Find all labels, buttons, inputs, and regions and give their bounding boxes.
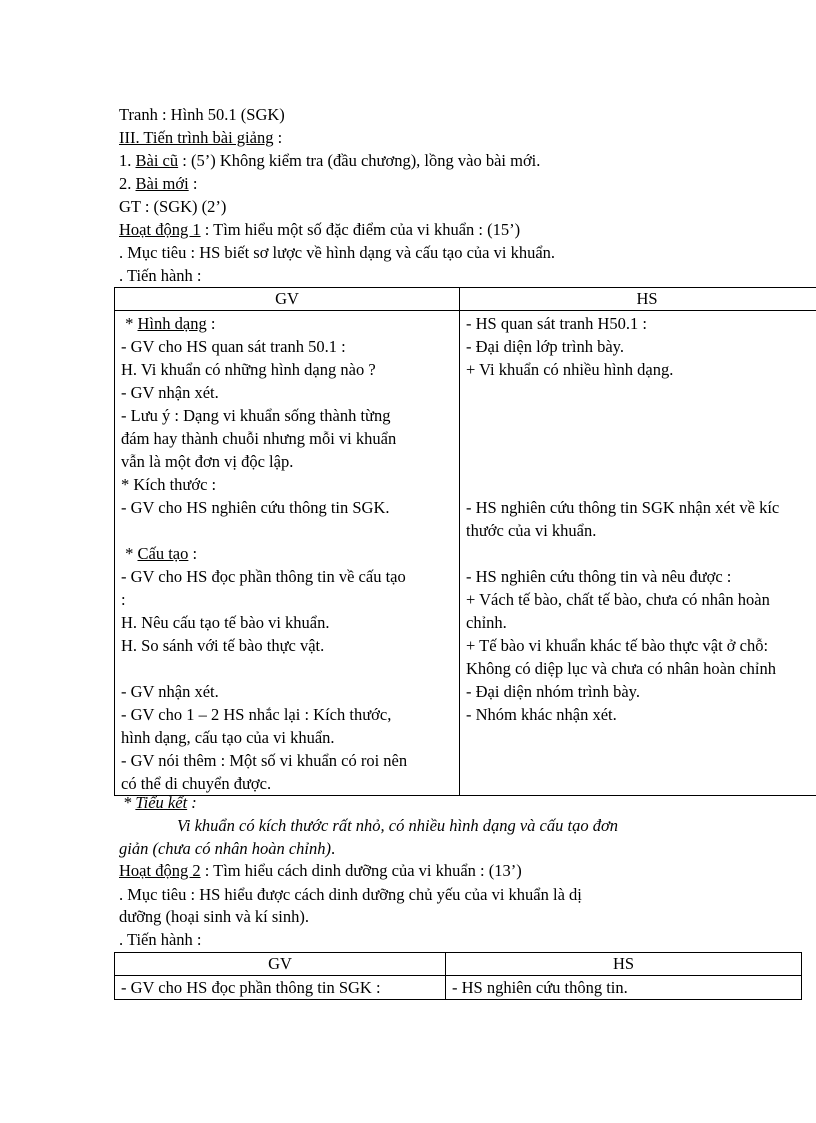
summary-bullet: *: [123, 793, 136, 812]
new-lesson-colon: :: [188, 174, 198, 193]
hs-line: Không có diệp lục và chưa có nhân hoàn chỉnh: [466, 659, 776, 678]
hs-line: - Đại diện nhóm trình bày.: [466, 682, 640, 701]
old-lesson-text: : (5’) Không kiểm tra (đầu chương), lồng vào bài mới.: [178, 151, 541, 170]
activity1-objective-text: . Mục tiêu : HS biết sơ lược về hình dạng và cấu tạo của vi khuẩn.: [119, 243, 556, 262]
activity1-procedure-text: . Tiến hành :: [119, 266, 202, 285]
hs-blank-line: [466, 473, 816, 496]
gv-line: H. Nêu cấu tạo tế bào vi khuẩn.: [121, 613, 330, 632]
hs-line: + Vách tế bào, chất tế bào, chưa có nhân hoàn: [466, 590, 770, 609]
gv-bullet: *: [125, 544, 138, 563]
summary-line-1: Vi khuẩn có kích thước rất nhỏ, có nhiều hình dạng và cấu tạo đơn: [177, 816, 619, 835]
intro-line: [119, 196, 226, 218]
hs-blank-line: [466, 542, 816, 565]
activity1-title: : Tìm hiểu một số đặc điểm của vi khuẩn : (15’): [200, 220, 521, 239]
table2-hs-cell: - HS nghiên cứu thông tin.: [446, 976, 802, 1000]
summary-line-2-period: .: [331, 839, 336, 858]
activity1-procedure: [119, 265, 202, 287]
hs-line: - HS quan sát tranh H50.1 :: [466, 314, 648, 333]
hs-line: chỉnh.: [466, 613, 507, 632]
gv-line: đám hay thành chuỗi nhưng mỗi vi khuẩn: [121, 429, 397, 448]
table1-header-hs: HS: [460, 288, 816, 311]
table2-header-hs: HS: [446, 953, 802, 976]
hs-line: + Vi khuẩn có nhiều hình dạng.: [466, 360, 674, 379]
hs-line: + Tế bào vi khuẩn khác tế bào thực vật ở chỗ:: [466, 636, 769, 655]
materials-line: [119, 104, 285, 126]
activity2-label: Hoạt động 2: [119, 861, 201, 880]
activity1-objective: [119, 242, 555, 264]
table1-header-gv: GV: [115, 288, 460, 311]
activity2-title: : Tìm hiểu cách dinh dưỡng của vi khuẩn : (13’): [200, 861, 522, 880]
gv-line: - GV nhận xét.: [121, 682, 219, 701]
activity2-objective-cont: dưỡng (hoại sinh và kí sinh).: [119, 907, 309, 926]
hs-line: - HS nghiên cứu thông tin và nêu được :: [466, 567, 732, 586]
hs-blank-line: [466, 404, 816, 427]
gv-structure-heading: Cấu tạo: [137, 544, 189, 563]
summary-line-2: [119, 838, 335, 860]
gv-line: :: [121, 590, 126, 609]
gv-line: - GV cho HS quan sát tranh 50.1 :: [121, 337, 346, 356]
activity1-heading: [119, 219, 520, 241]
activity1-label: Hoạt động 1: [119, 220, 201, 239]
summary-label: [123, 792, 197, 814]
activity1-table: [114, 287, 816, 796]
gv-line: hình dạng, cấu tạo của vi khuẩn.: [121, 728, 335, 747]
gv-line: - GV cho HS nghiên cứu thông tin SGK.: [121, 498, 390, 517]
section-heading-colon: :: [273, 128, 283, 147]
section-heading: [119, 127, 282, 149]
old-lesson-label: Bài cũ: [135, 151, 179, 170]
hs-blank-line: [466, 381, 816, 404]
hs-line: - Nhóm khác nhận xét.: [466, 705, 617, 724]
hs-line: - Đại diện lớp trình bày.: [466, 337, 624, 356]
intro-text: GT : (SGK) (2’): [119, 197, 227, 216]
activity2-objective: . Mục tiêu : HS hiểu được cách dinh dưỡng chủ yếu của vi khuẩn là dị: [119, 885, 582, 904]
gv-line: - GV nhận xét.: [121, 383, 219, 402]
gv-line: * Kích thước :: [121, 475, 217, 494]
hs-blank-line: [466, 427, 816, 450]
gv-line: H. Vi khuẩn có những hình dạng nào ?: [121, 360, 376, 379]
activity2-table: [114, 952, 802, 1000]
activity2-procedure: . Tiến hành :: [119, 930, 202, 949]
summary-colon: :: [187, 793, 197, 812]
gv-line: vẫn là một đơn vị độc lập.: [121, 452, 294, 471]
gv-colon: :: [206, 314, 216, 333]
gv-line: H. So sánh với tế bào thực vật.: [121, 636, 325, 655]
gv-line: - Lưu ý : Dạng vi khuẩn sống thành từng: [121, 406, 391, 425]
summary-label-text: Tiểu kết: [135, 793, 188, 812]
gv-colon: :: [188, 544, 198, 563]
new-lesson-label: Bài mới: [135, 174, 189, 193]
gv-bullet: *: [125, 314, 138, 333]
gv-line: [121, 542, 459, 565]
new-lesson-number: 2.: [119, 174, 136, 193]
gv-line: có thể di chuyển được.: [121, 774, 272, 793]
table2-gv-cell: - GV cho HS đọc phần thông tin SGK :: [115, 976, 446, 1000]
table2-header-gv: GV: [115, 953, 446, 976]
table1-hs-cell: [460, 311, 816, 796]
gv-line: - GV nói thêm : Một số vi khuẩn có roi nên: [121, 751, 408, 770]
gv-line: - GV cho 1 – 2 HS nhắc lại : Kích thước,: [121, 705, 392, 724]
old-lesson-line: [119, 150, 540, 172]
gv-blank-line: [121, 657, 459, 680]
hs-line: thước của vi khuẩn.: [466, 521, 597, 540]
gv-shape-heading: Hình dạng: [137, 314, 207, 333]
table1-gv-cell: [115, 311, 460, 796]
section-heading-title: III. Tiến trình bài giảng: [119, 128, 274, 147]
gv-line: - GV cho HS đọc phần thông tin về cấu tạo: [121, 567, 406, 586]
new-lesson-line: [119, 173, 197, 195]
materials-text: Tranh : Hình 50.1 (SGK): [119, 105, 285, 124]
hs-line: - HS nghiên cứu thông tin SGK nhận xét về kíc: [466, 498, 780, 517]
activity2-heading: [119, 860, 522, 882]
gv-blank-line: [121, 519, 459, 542]
old-lesson-number: 1.: [119, 151, 136, 170]
hs-blank-line: [466, 450, 816, 473]
summary-line-2-text: giản (chưa có nhân hoàn chỉnh): [119, 839, 332, 858]
gv-line: [121, 312, 459, 335]
